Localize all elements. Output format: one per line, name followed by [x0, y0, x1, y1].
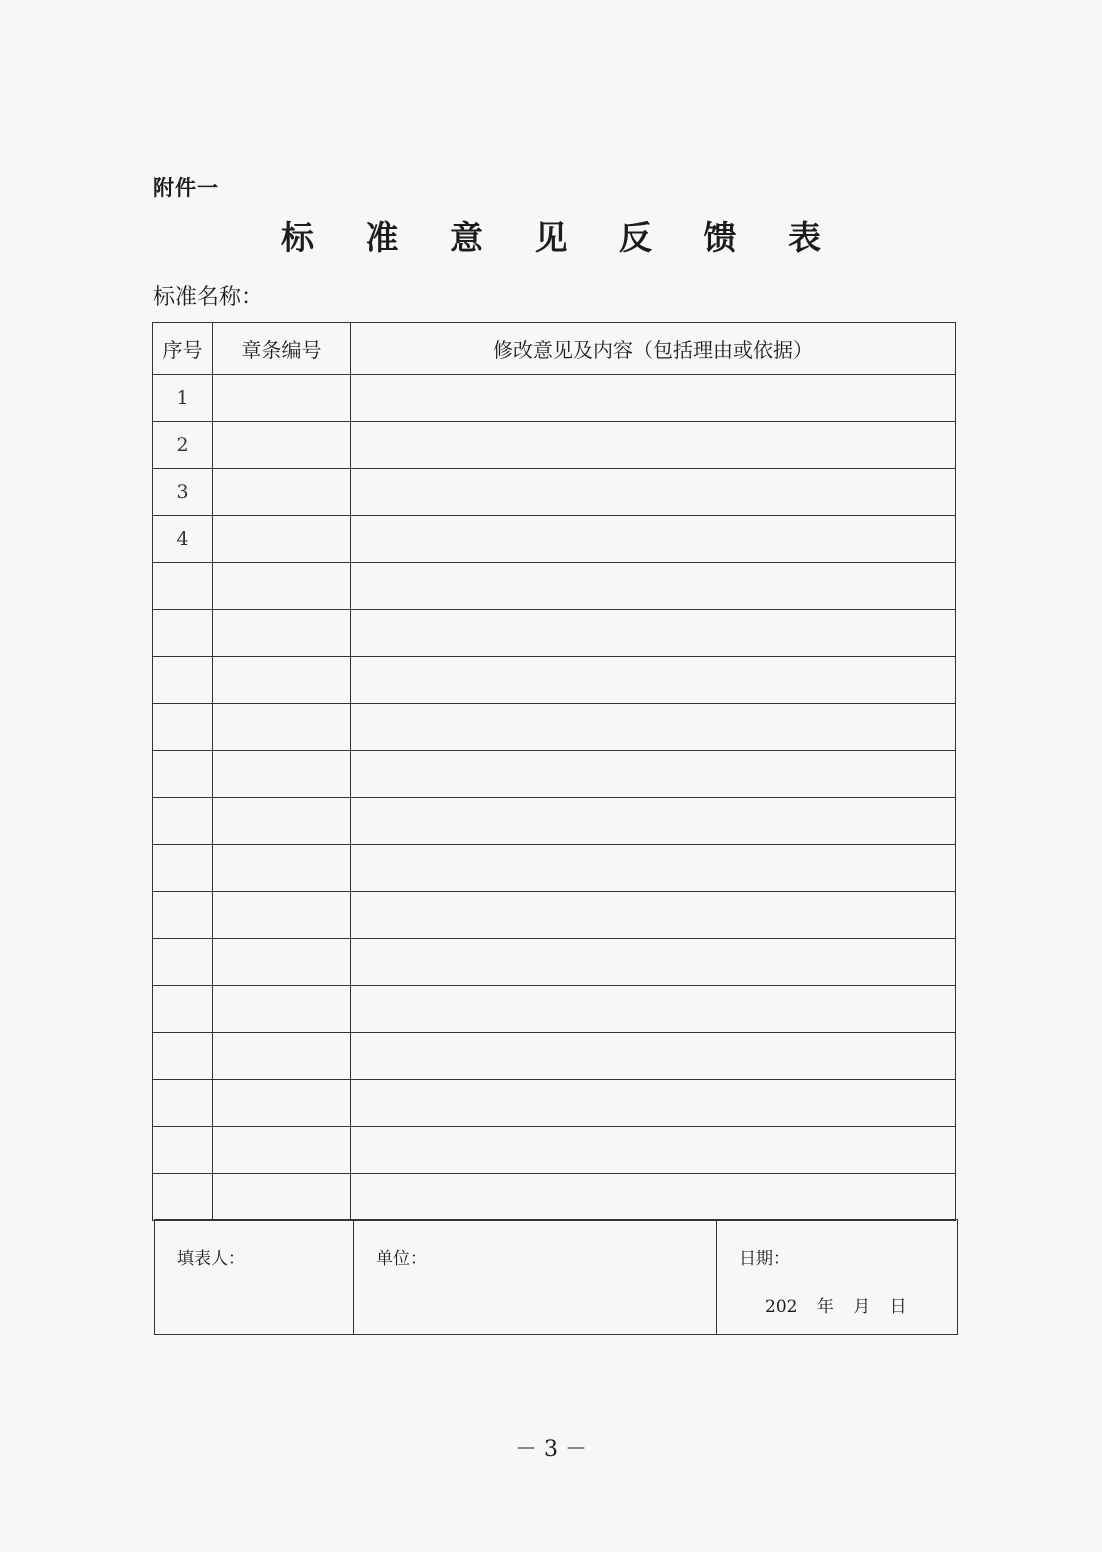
- table-row: [153, 422, 956, 469]
- filler-label: 填表人：: [177, 1249, 245, 1269]
- row-clause-cell[interactable]: [213, 375, 351, 422]
- row-seq-cell: 4: [153, 516, 213, 563]
- row-content-cell[interactable]: [351, 516, 956, 563]
- date-label: 日期：: [739, 1249, 790, 1269]
- filler-cell[interactable]: [155, 1220, 354, 1335]
- row-content-cell[interactable]: [351, 798, 956, 845]
- row-clause-cell[interactable]: [213, 751, 351, 798]
- row-content-cell[interactable]: [351, 704, 956, 751]
- row-seq-cell: [153, 892, 213, 939]
- row-clause-cell[interactable]: [213, 798, 351, 845]
- table-row: [153, 516, 956, 563]
- table-header-row: [153, 323, 956, 375]
- row-content-cell[interactable]: [351, 1174, 956, 1221]
- row-clause-cell[interactable]: [213, 1033, 351, 1080]
- row-seq-cell: [153, 563, 213, 610]
- table-row: [153, 798, 956, 845]
- row-content-cell[interactable]: [351, 610, 956, 657]
- row-seq-cell: [153, 939, 213, 986]
- table-row: [153, 375, 956, 422]
- row-seq-cell: [153, 1080, 213, 1127]
- row-clause-cell[interactable]: [213, 610, 351, 657]
- row-seq-cell: 3: [153, 469, 213, 516]
- row-content-cell[interactable]: [351, 563, 956, 610]
- row-seq-cell: [153, 610, 213, 657]
- row-content-cell[interactable]: [351, 845, 956, 892]
- row-content-cell[interactable]: [351, 939, 956, 986]
- unit-label: 单位：: [376, 1249, 427, 1269]
- row-content-cell[interactable]: [351, 469, 956, 516]
- row-clause-cell[interactable]: [213, 704, 351, 751]
- attachment-label: 附件一: [153, 176, 219, 200]
- table-row: [153, 1127, 956, 1174]
- row-clause-cell[interactable]: [213, 939, 351, 986]
- header-comment-content: 修改意见及内容（包括理由或依据）: [351, 323, 956, 375]
- row-seq-cell: [153, 845, 213, 892]
- row-content-cell[interactable]: [351, 751, 956, 798]
- row-clause-cell[interactable]: [213, 516, 351, 563]
- page-number: － 3 －: [515, 1437, 587, 1462]
- table-row: [153, 704, 956, 751]
- row-clause-cell[interactable]: [213, 469, 351, 516]
- table-row: [153, 469, 956, 516]
- row-clause-cell[interactable]: [213, 986, 351, 1033]
- table-row: [153, 939, 956, 986]
- row-clause-cell[interactable]: [213, 563, 351, 610]
- feedback-table: [152, 322, 956, 1221]
- row-content-cell[interactable]: [351, 892, 956, 939]
- unit-cell[interactable]: [354, 1220, 717, 1335]
- footer-table: [154, 1219, 958, 1335]
- row-seq-cell: 2: [153, 422, 213, 469]
- row-clause-cell[interactable]: [213, 1080, 351, 1127]
- table-row: [153, 610, 956, 657]
- row-content-cell[interactable]: [351, 1033, 956, 1080]
- date-value: 202 年 月 日: [765, 1297, 907, 1317]
- row-clause-cell[interactable]: [213, 845, 351, 892]
- table-row: [153, 1080, 956, 1127]
- table-row: [153, 1174, 956, 1221]
- row-clause-cell[interactable]: [213, 892, 351, 939]
- row-seq-cell: [153, 1127, 213, 1174]
- row-content-cell[interactable]: [351, 657, 956, 704]
- row-content-cell[interactable]: [351, 1127, 956, 1174]
- row-content-cell[interactable]: [351, 422, 956, 469]
- table-row: [153, 563, 956, 610]
- table-row: [153, 751, 956, 798]
- row-seq-cell: 1: [153, 375, 213, 422]
- row-clause-cell[interactable]: [213, 657, 351, 704]
- row-clause-cell[interactable]: [213, 1174, 351, 1221]
- row-seq-cell: [153, 798, 213, 845]
- row-seq-cell: [153, 986, 213, 1033]
- table-row: [153, 845, 956, 892]
- row-clause-cell[interactable]: [213, 1127, 351, 1174]
- row-seq-cell: [153, 1033, 213, 1080]
- form-title: 标 准 意 见 反 馈 表: [281, 218, 841, 257]
- date-cell[interactable]: [717, 1220, 958, 1335]
- table-row: [153, 657, 956, 704]
- table-row: [153, 986, 956, 1033]
- header-seq: 序号: [153, 323, 213, 375]
- table-row: [153, 892, 956, 939]
- header-clause-number: 章条编号: [213, 323, 351, 375]
- row-content-cell[interactable]: [351, 1080, 956, 1127]
- row-seq-cell: [153, 1174, 213, 1221]
- row-content-cell[interactable]: [351, 375, 956, 422]
- table-row: [153, 1033, 956, 1080]
- row-seq-cell: [153, 751, 213, 798]
- row-seq-cell: [153, 657, 213, 704]
- row-content-cell[interactable]: [351, 986, 956, 1033]
- standard-name-label: 标准名称：: [153, 285, 264, 310]
- row-clause-cell[interactable]: [213, 422, 351, 469]
- row-seq-cell: [153, 704, 213, 751]
